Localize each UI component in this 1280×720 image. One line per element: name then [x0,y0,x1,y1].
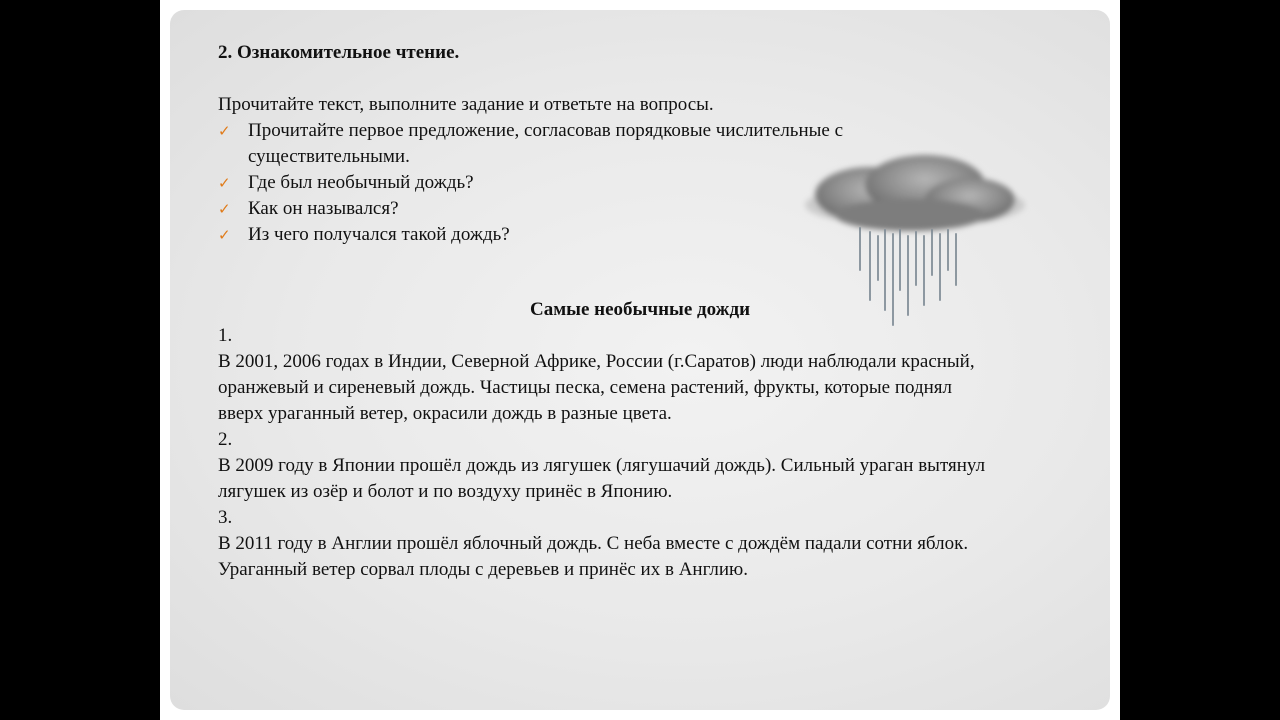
checkmark-icon: ✓ [218,174,231,192]
paragraph-line: В 2009 году в Японии прошёл дождь из лягушек (лягушачий дождь). Сильный ураган вытянул [218,455,986,476]
paragraph-number: 1. [218,325,233,346]
list-item-line: Где был необычный дождь? [248,172,474,193]
list-item-line: существительными. [248,146,410,167]
section-heading: 2. Ознакомительное чтение. [218,42,460,63]
list-item [218,170,843,196]
slide-card [170,10,1110,710]
paragraph-number: 3. [218,507,233,528]
checkmark-icon: ✓ [218,226,231,244]
checkmark-icon: ✓ [218,122,231,140]
paragraph-line: Ураганный ветер сорвал плоды с деревьев и принёс их в Англию. [218,559,749,580]
story-text [218,323,1078,583]
question-list [218,118,843,248]
list-item [218,222,843,248]
list-item-line: Прочитайте первое предложение, согласовав порядковые числительные с [248,120,844,141]
list-item-line: Как он назывался? [248,198,399,219]
story-title: Самые необычные дожди [529,299,751,320]
paragraph-line: вверх ураганный ветер, окрасили дождь в разные цвета. [218,403,672,424]
paragraph-line: В 2011 году в Англии прошёл яблочный дождь. С неба вместе с дождём падали сотни яблок. [218,533,969,554]
paragraph-line: оранжевый и сиреневый дождь. Частицы песка, семена растений, фрукты, которые поднял [218,377,952,398]
paragraph-line: лягушек из озёр и болот и по воздуху принёс в Японию. [218,481,673,502]
list-item-line: Из чего получался такой дождь? [248,224,510,245]
paragraph-number: 2. [218,429,233,450]
list-item [218,118,843,170]
slide-stage [160,0,1120,720]
paragraph-line: В 2001, 2006 годах в Индии, Северной Африке, России (г.Саратов) люди наблюдали красный, [218,351,975,372]
list-item [218,196,843,222]
task-instruction: Прочитайте текст, выполните задание и ответьте на вопросы. [218,94,714,115]
checkmark-icon: ✓ [218,200,231,218]
